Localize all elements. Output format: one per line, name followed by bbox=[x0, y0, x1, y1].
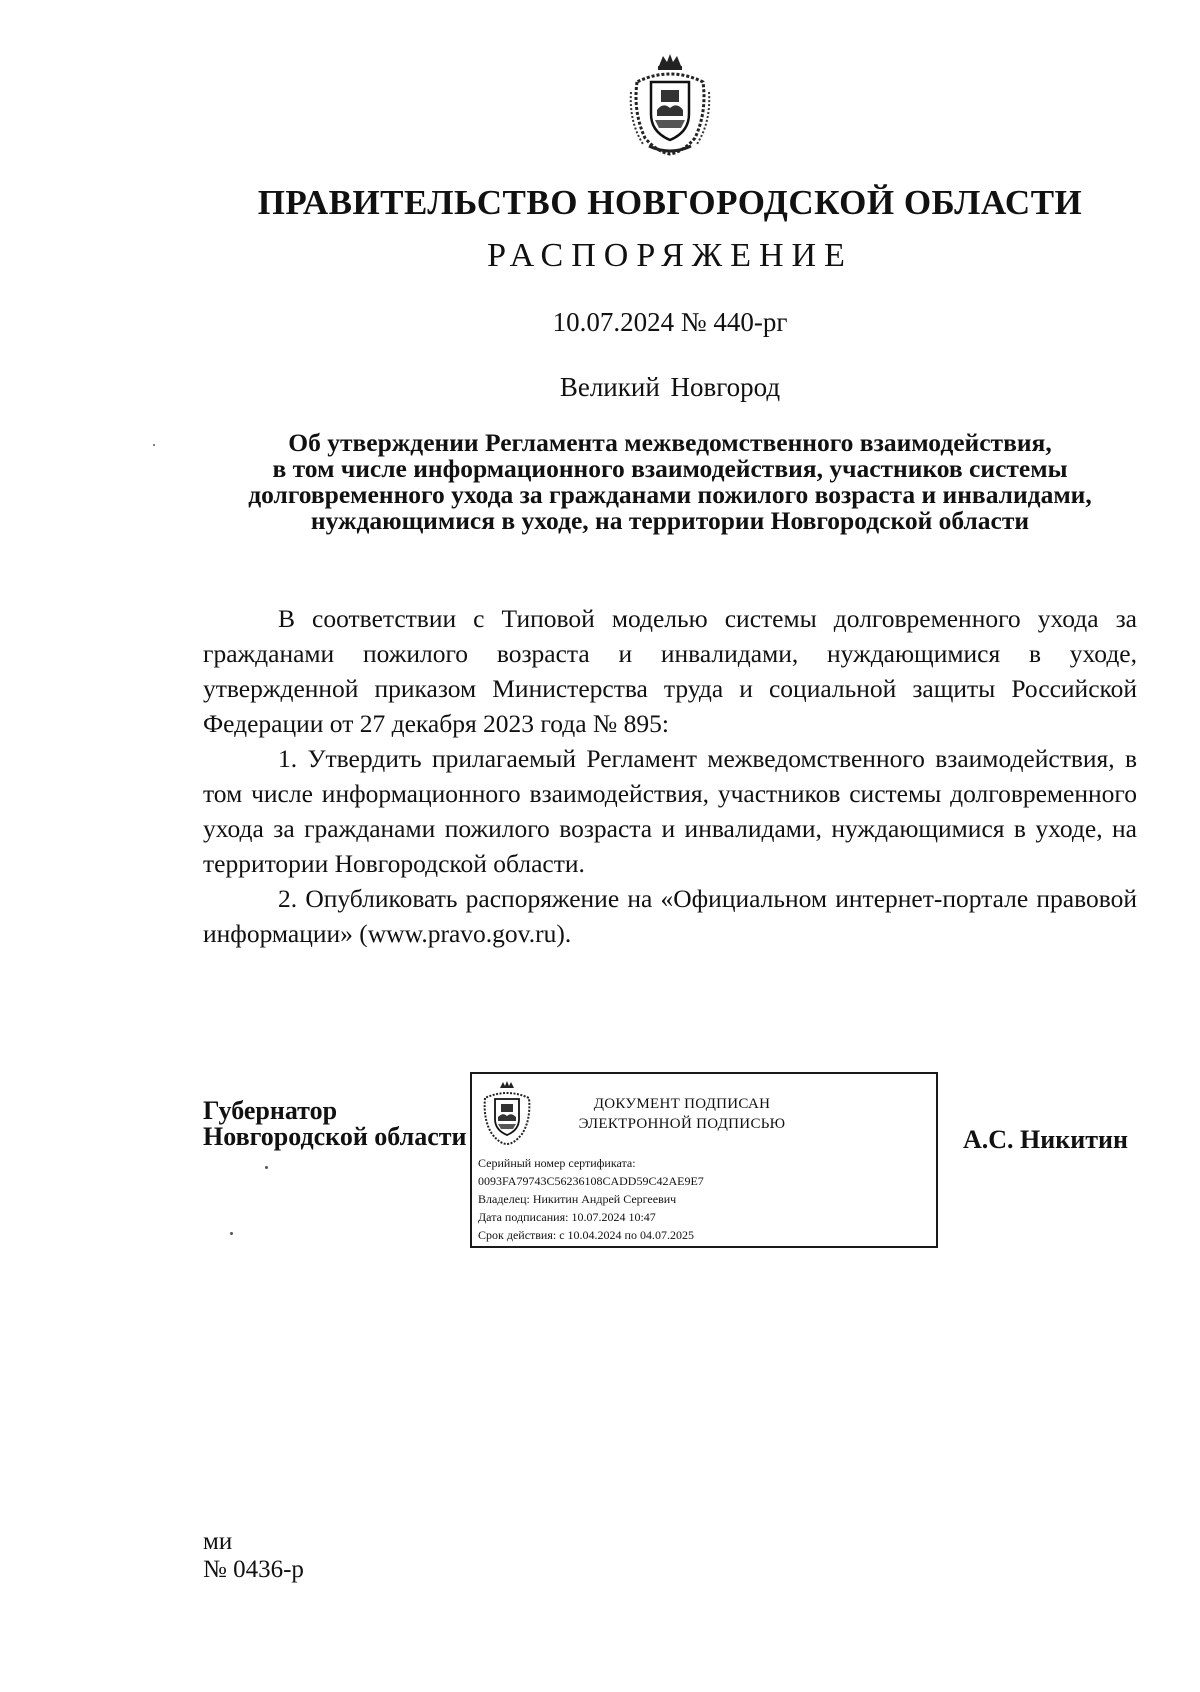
stamp-coat-of-arms-icon bbox=[480, 1080, 534, 1146]
certificate-serial-label: Серийный номер сертификата: bbox=[478, 1156, 636, 1170]
scan-speck bbox=[230, 1232, 233, 1235]
certificate-validity: Срок действия: с 10.04.2024 по 04.07.2025 bbox=[478, 1228, 694, 1242]
document-date-number: 10.07.2024 № 440-рг bbox=[552, 307, 788, 337]
certificate-owner: Владелец: Никитин Андрей Сергеевич bbox=[478, 1192, 677, 1206]
signatory-role-line: Губернатор bbox=[203, 1096, 338, 1125]
stamp-heading-line: ДОКУМЕНТ ПОДПИСАН bbox=[593, 1096, 771, 1112]
signatory-role bbox=[203, 1098, 467, 1150]
subject-line: Об утверждении Регламента межведомственного взаимодействия, bbox=[288, 428, 1052, 457]
stamp-heading bbox=[532, 1094, 832, 1134]
government-title: ПРАВИТЕЛЬСТВО НОВГОРОДСКОЙ ОБЛАСТИ bbox=[257, 183, 1083, 222]
subject-line: в том числе информационного взаимодействия, участников системы bbox=[272, 454, 1068, 483]
scan-speck bbox=[265, 1166, 268, 1169]
stamp-details bbox=[478, 1154, 704, 1244]
body-paragraph-preamble: В соответствии с Типовой моделью системы долговременного ухода за гражданами пожилого возраста и инвалидами, нуждающимися в уходе, утвержденной приказом Министерства труда и социальной защиты Российской Федерации от 27 декабря 2023 года № 895: bbox=[203, 604, 1137, 738]
signing-date: Дата подписания: 10.07.2024 10:47 bbox=[478, 1210, 656, 1224]
electronic-signature-stamp bbox=[470, 1072, 938, 1248]
subject-line: нуждающимися в уходе, на территории Новгородской области bbox=[310, 506, 1030, 535]
document-subject bbox=[195, 430, 1145, 534]
document-footnote bbox=[203, 1528, 304, 1584]
document-kind: РАСПОРЯЖЕНИЕ bbox=[487, 237, 853, 274]
document-body bbox=[203, 601, 1137, 951]
coat-of-arms-icon bbox=[627, 52, 713, 156]
scan-speck bbox=[153, 444, 155, 446]
certificate-serial-value: 0093FA79743C56236108CADD59C42AE9E7 bbox=[478, 1174, 704, 1188]
stamp-heading-line: ЭЛЕКТРОННОЙ ПОДПИСЬЮ bbox=[578, 1116, 786, 1132]
subject-line: долговременного ухода за гражданами пожилого возраста и инвалидами, bbox=[248, 480, 1092, 509]
footnote-initials: ми bbox=[203, 1528, 233, 1555]
signatory-role-line: Новгородской области bbox=[203, 1122, 467, 1151]
document-city: Великий Новгород bbox=[559, 372, 781, 402]
footnote-number: № 0436-р bbox=[203, 1556, 304, 1583]
body-paragraph-item-1: 1. Утвердить прилагаемый Регламент межведомственного взаимодействия, в том числе информационного взаимодействия, участников системы долговременного ухода за гражданами пожилого возраста и инвалидами, нуждающимися в уходе, на территории Новгородской области. bbox=[203, 744, 1137, 878]
body-paragraph-item-2: 2. Опубликовать распоряжение на «Официальном интернет-портале правовой информации» (www.pravo.gov.ru). bbox=[203, 884, 1137, 948]
signatory-name: А.С. Никитин bbox=[963, 1125, 1128, 1154]
